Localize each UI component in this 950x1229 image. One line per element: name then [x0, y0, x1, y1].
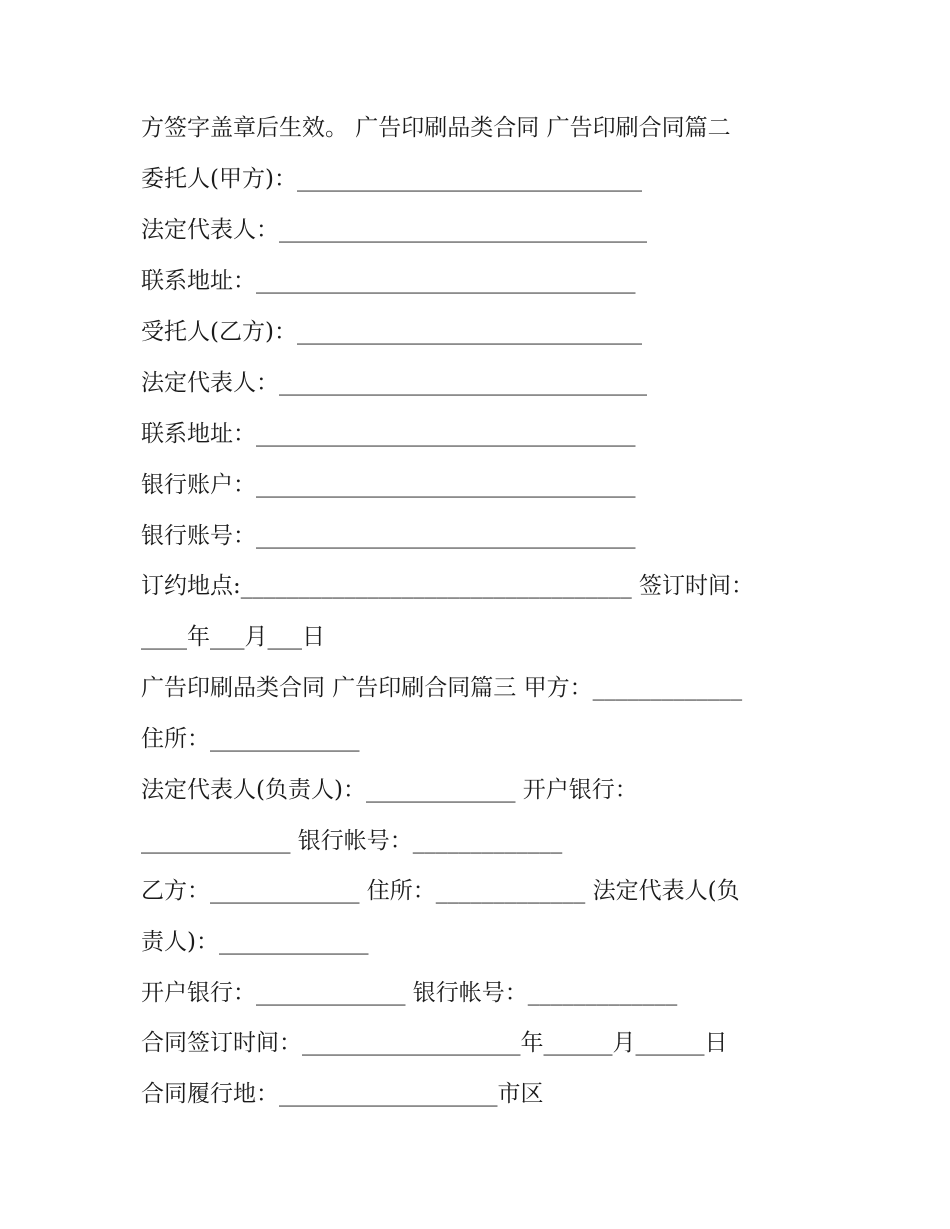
- text-line: 责人)：_____________: [141, 929, 369, 955]
- text-line: 银行账户：_________________________________: [141, 472, 636, 498]
- text-line: 合同履行地：___________________市区: [141, 1081, 544, 1107]
- text-line: _____________ 银行帐号：_____________: [141, 828, 563, 854]
- text-line: 乙方：_____________ 住所：_____________ 法定代表人(负: [141, 878, 740, 904]
- text-line: 合同签订时间：___________________年______月______日: [141, 1030, 728, 1056]
- text-line: ____年___月___日: [141, 624, 325, 650]
- text-line: 法定代表人：________________________________: [141, 217, 647, 243]
- text-line: 银行账号：_________________________________: [141, 523, 636, 549]
- text-line: 受托人(乙方)：______________________________: [141, 319, 642, 345]
- text-line: 方签字盖章后生效。 广告印刷品类合同 广告印刷合同篇二: [141, 115, 731, 141]
- text-line: 订约地点:__________________________________ 签订时间：: [141, 573, 755, 599]
- text-line: 开户银行：_____________ 银行帐号：_____________: [141, 980, 678, 1006]
- text-line: 广告印刷品类合同 广告印刷合同篇三 甲方：_____________: [141, 675, 743, 701]
- text-line: 委托人(甲方)：______________________________: [141, 166, 642, 192]
- text-line: 联系地址：_________________________________: [141, 268, 636, 294]
- text-line: 法定代表人(负责人)：_____________ 开户银行：: [141, 777, 638, 803]
- text-line: 法定代表人：________________________________: [141, 370, 647, 396]
- text-line: 住所：_____________: [141, 726, 360, 752]
- text-line: 联系地址：_________________________________: [141, 421, 636, 447]
